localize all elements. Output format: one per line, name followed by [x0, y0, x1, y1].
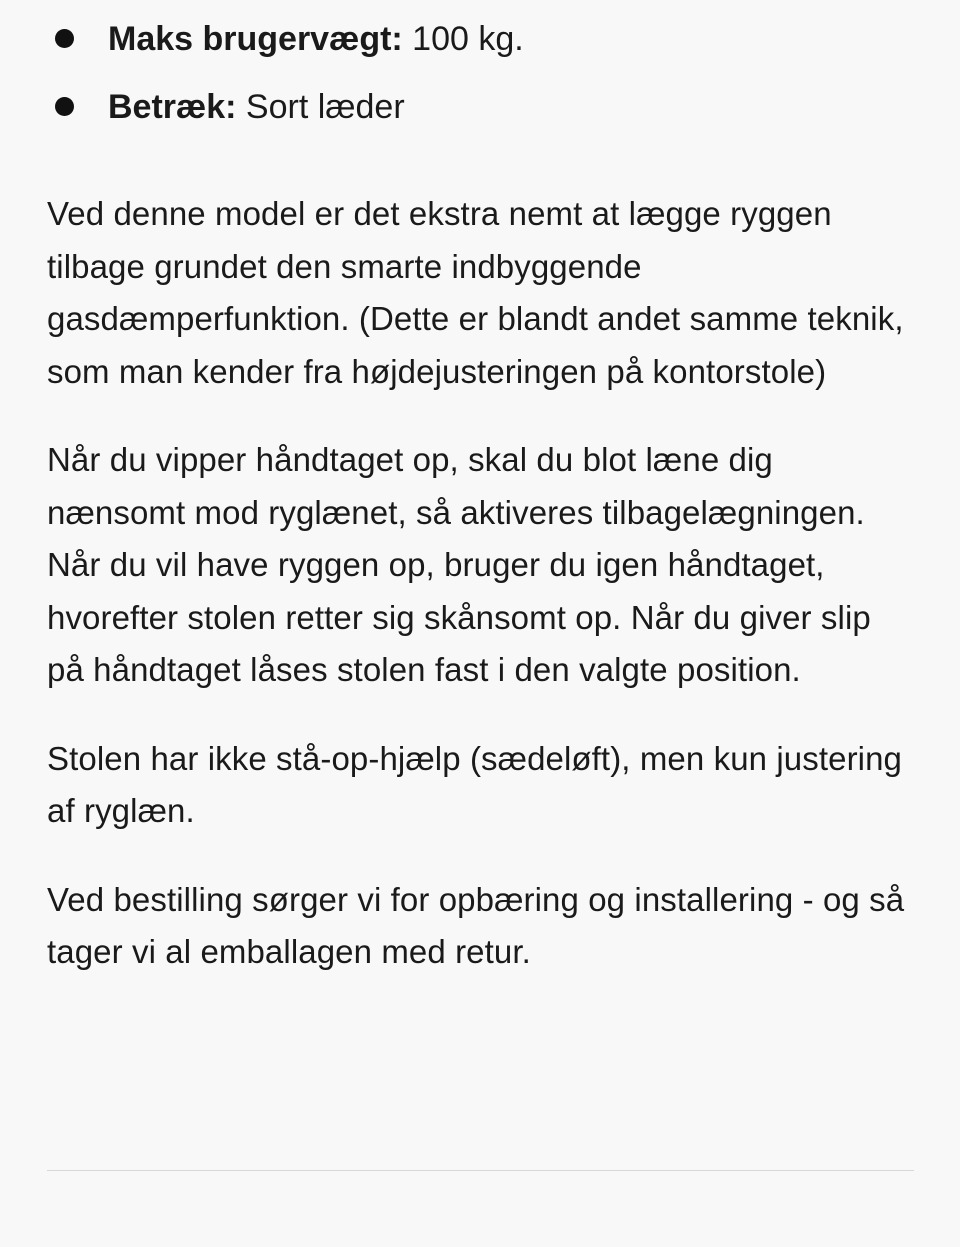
spec-item-max-weight — [55, 14, 524, 82]
description-paragraphs — [47, 188, 915, 1015]
spec-label: Maks brugervægt: — [108, 20, 403, 58]
bullet-icon — [55, 29, 74, 48]
spec-item-cover — [55, 82, 524, 150]
spec-list — [55, 14, 524, 150]
paragraph-handle-usage: Når du vipper håndtaget op, skal du blot læne dig nænsomt mod ryglænet, så aktiveres tilbagelægningen. Når du vil have ryggen op, bruger du igen håndtaget, hvorefter stolen retter sig skånsomt op. Når du giver slip på håndtaget låses stolen fast i den valgte position. — [47, 441, 871, 688]
paragraph-gas-damper: Ved denne model er det ekstra nemt at lægge ryggen tilbage grundet den smarte indbyggende gasdæmperfunktion. (Dette er blandt andet samme teknik, som man kender fra højdejusteringen på kontorstole) — [47, 195, 904, 390]
paragraph-no-lift: Stolen har ikke stå-op-hjælp (sædeløft), men kun justering af ryglæn. — [47, 739, 903, 829]
divider — [47, 1170, 914, 1171]
spec-value: 100 kg. — [402, 20, 524, 58]
spec-value: Sort læder — [236, 88, 405, 126]
bullet-icon — [55, 97, 74, 116]
paragraph-delivery: Ved bestilling sørger vi for opbæring og installering - og så tager vi al emballagen med retur. — [47, 880, 905, 970]
spec-label: Betræk: — [108, 88, 237, 126]
